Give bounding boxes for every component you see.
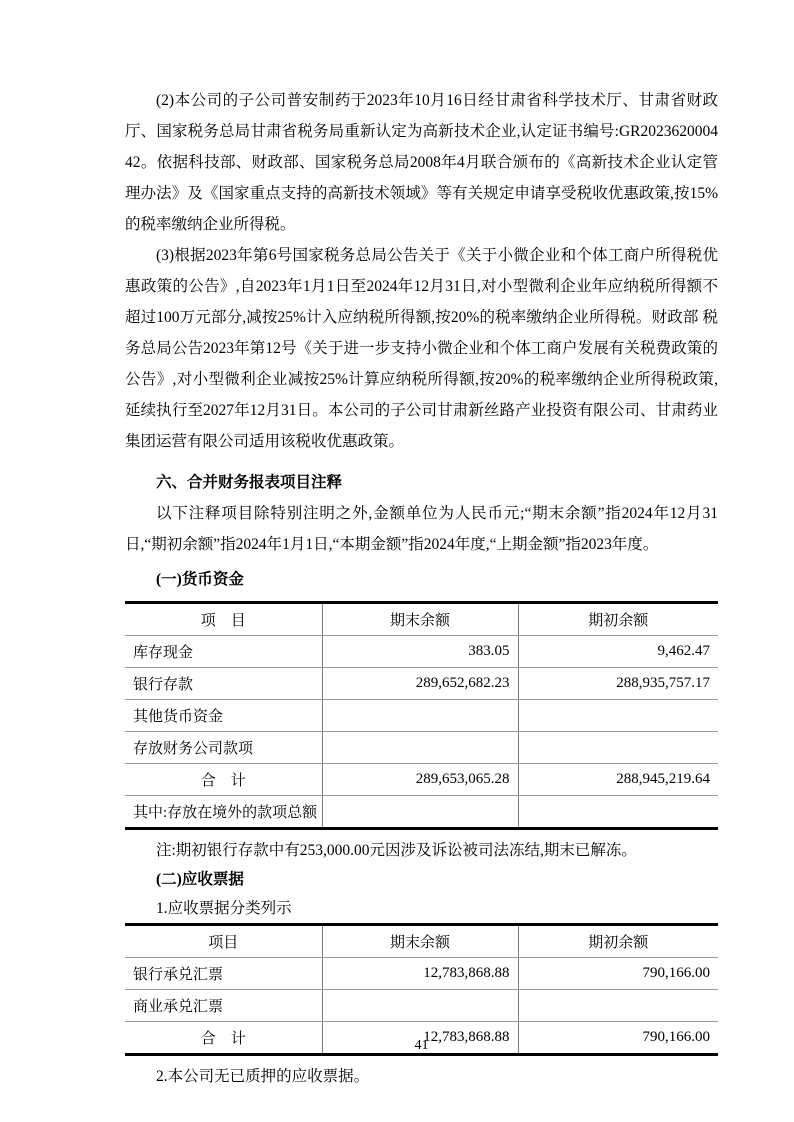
row-label-cell: 存放财务公司款项 [125,732,322,764]
table-row [125,990,718,1022]
row-label-cell: 其中:存放在境外的款项总额 [125,796,322,829]
notes-receivable-table [125,923,718,1056]
row-label-cell: 库存现金 [125,636,322,668]
amount-cell: 12,783,868.88 [322,1022,518,1055]
amount-cell [322,990,518,1022]
row-label-cell: 银行存款 [125,668,322,700]
row-label-cell: 银行承兑汇票 [125,958,322,990]
table-header-cell: 期末余额 [322,925,518,958]
paragraph-small-business-tax-policy: (3)根据2023年第6号国家税务总局公告关于《关于小微企业和个体工商户所得税优惠政策的公告》,自2023年1月1日至2024年12月31日,对小型微利企业年应纳税所得额不超过100万元部分,减按25%计入应纳税所得额,按20%的税率缴纳企业所得税。财政部 税务总局公告2023年第12号《关于进一步支持小微企业和个体工商户发展有关税费政策的公告》,对小型微利企业减按25%计算应纳税所得额,按20%的税率缴纳企业所得税政策,延续执行至2027年12月31日。本公司的子公司甘肃新丝路产业投资有限公司、甘肃药业集团运营有限公司适用该税收优惠政策。 [125,247,718,450]
subsection-heading-monetary-funds: (一)货币资金 [156,571,244,588]
amount-cell [322,732,518,764]
amount-cell [322,700,518,732]
amount-cell [518,990,718,1022]
list-item-no-pledged-notes: 2.本公司无已质押的应收票据。 [156,1068,370,1085]
table-header-cell: 期初余额 [518,925,718,958]
amount-cell [322,796,518,829]
amount-cell [518,700,718,732]
monetary-funds-table [125,601,718,830]
amount-cell: 288,945,219.64 [518,764,718,796]
page-content [125,0,718,1091]
section-heading-consolidated-statement-notes: 六、合并财务报表项目注释 [156,474,343,491]
table-row [125,732,718,764]
table-header-row [125,925,718,958]
page-number: 41 [414,1038,429,1053]
amount-cell: 790,166.00 [518,1022,718,1055]
table-row [125,764,718,796]
table-row [125,958,718,990]
row-label-cell: 商业承兑汇票 [125,990,322,1022]
amount-cell: 289,652,682.23 [322,668,518,700]
table-header-cell: 项目 [125,925,322,958]
amount-cell: 790,166.00 [518,958,718,990]
table-header-cell: 期初余额 [518,603,718,636]
row-label-cell: 其他货币资金 [125,700,322,732]
amount-cell [518,732,718,764]
amount-cell: 289,653,065.28 [322,764,518,796]
amount-cell [518,796,718,829]
row-label-cell: 合 计 [125,764,322,796]
row-label-cell: 合 计 [125,1022,322,1055]
amount-cell: 288,935,757.17 [518,668,718,700]
table-header-cell: 期末余额 [322,603,518,636]
list-item-notes-receivable-classification: 1.应收票据分类列示 [156,900,292,917]
table-header-row [125,603,718,636]
paragraph-high-tech-tax-policy: (2)本公司的子公司普安制药于2023年10月16日经甘肃省科学技术厅、甘肃省财政厅、国家税务总局甘肃省税务局重新认定为高新技术企业,认定证书编号:GR202362000442。依据科技部、财政部、国家税务总局2008年4月联合颁布的《高新技术企业认定管理办法》及《国家重点支持的高新技术领域》等有关规定申请享受税收优惠政策,按15%的税率缴纳企业所得税。 [125,92,718,233]
paragraph-notes-intro: 以下注释项目除特别注明之外,金额单位为人民币元;“期末余额”指2024年12月31日,“期初余额”指2024年1月1日,“本期金额”指2024年度,“上期金额”指2023年度。 [125,505,718,553]
amount-cell: 383.05 [322,636,518,668]
table-row [125,796,718,829]
amount-cell: 12,783,868.88 [322,958,518,990]
table-note-frozen-deposit: 注:期初银行存款中有253,000.00元因涉及诉讼被司法冻结,期末已解冻。 [156,842,637,859]
table-header-cell: 项 目 [125,603,322,636]
amount-cell: 9,462.47 [518,636,718,668]
table-row [125,700,718,732]
table-row [125,668,718,700]
table-row [125,636,718,668]
subsection-heading-notes-receivable: (二)应收票据 [156,871,244,888]
